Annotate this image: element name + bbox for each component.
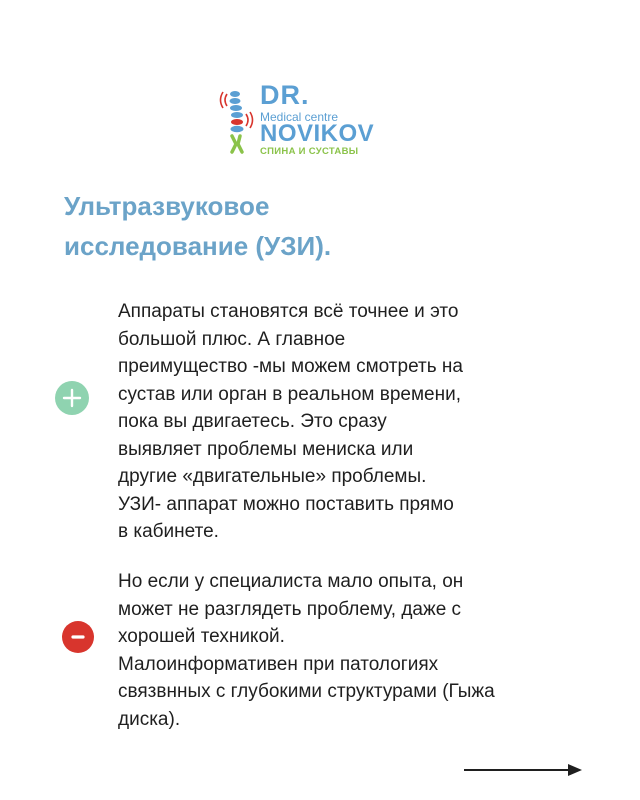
- pros-line: пока вы двигаетесь. Это сразу: [118, 411, 387, 432]
- cons-line: хорошей техникой.: [118, 626, 285, 647]
- logo-medical-centre: Medical centre: [260, 110, 339, 124]
- pros-line: сустав или орган в реальном времени,: [118, 383, 461, 405]
- pros-line: в кабинете.: [118, 521, 219, 542]
- cons-line: Малоинформативен при патологиях: [118, 653, 439, 675]
- spine-logo-icon: [218, 84, 258, 154]
- pros-line: Аппараты становятся всё точнее и это: [118, 301, 459, 322]
- pros-line: УЗИ- аппарат можно поставить прямо: [118, 493, 454, 515]
- cons-line: может не разглядеть проблему, даже с: [118, 598, 462, 620]
- plus-icon: [62, 388, 82, 408]
- title-line-1: Ультразвуковое: [64, 191, 270, 221]
- title-line-2: исследование (УЗИ).: [64, 231, 332, 261]
- arrow-right-icon[interactable]: [464, 760, 584, 780]
- pros-line: выявляет проблемы мениска или: [118, 438, 414, 460]
- pros-paragraph: [118, 298, 588, 546]
- pros-line: преимущество -мы можем смотреть на: [118, 356, 463, 377]
- cons-paragraph: [118, 568, 588, 733]
- minus-badge: [62, 621, 94, 653]
- page-title: [64, 186, 564, 266]
- cons-line: Но если у специалиста мало опыта, он: [118, 571, 464, 592]
- pros-line: другие «двигательные» проблемы.: [118, 466, 427, 487]
- logo-tagline: СПИНА И СУСТАВЫ: [260, 146, 359, 157]
- pros-line: большой плюс. А главное: [118, 328, 346, 350]
- plus-badge: [55, 381, 89, 415]
- logo-novikov: NOVIKOV: [260, 120, 375, 147]
- cons-line: диска).: [118, 708, 181, 730]
- clinic-logo: [218, 80, 378, 160]
- minus-icon: [70, 629, 86, 645]
- logo-dr: DR.: [260, 80, 310, 110]
- cons-line: связвнных с глубокими структурами (Гыжа: [118, 681, 495, 702]
